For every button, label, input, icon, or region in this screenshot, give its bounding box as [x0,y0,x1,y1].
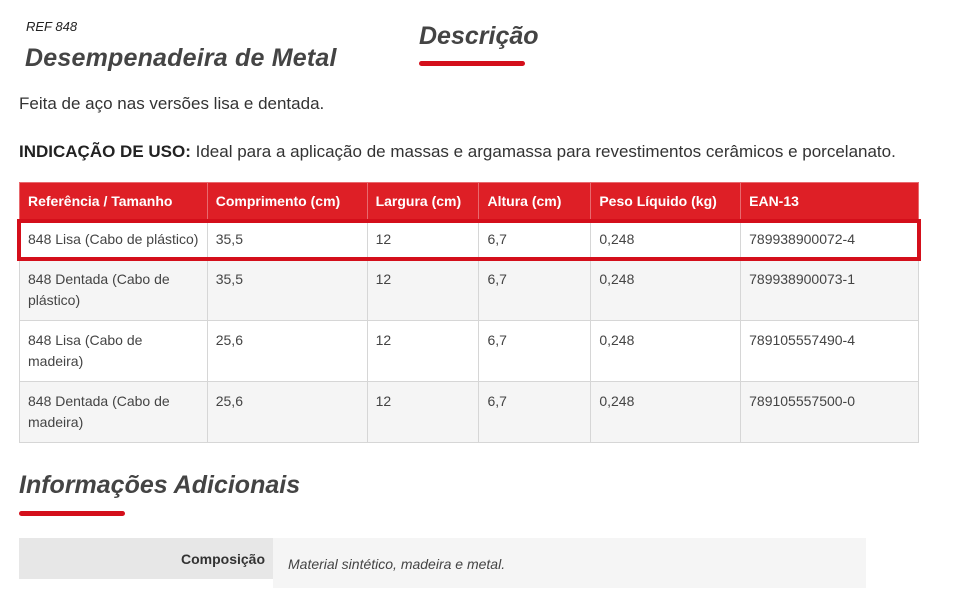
column-header: Largura (cm) [367,183,479,220]
table-cell: 6,7 [479,382,591,443]
table-cell: 12 [367,321,479,382]
usage-label: INDICAÇÃO DE USO: [19,142,191,161]
column-header: Comprimento (cm) [207,183,367,220]
table-cell: 12 [367,260,479,321]
table-row [20,382,919,443]
additional-info-underline [19,511,125,516]
table-cell: 12 [367,220,479,260]
table-cell: 35,5 [207,260,367,321]
table-cell: 848 Dentada (Cabo de plástico) [20,260,208,321]
table-cell: 25,6 [207,321,367,382]
table-cell: 789938900073-1 [741,260,919,321]
table-header-row [20,183,919,220]
table-cell: 0,248 [591,382,741,443]
usage-indication [19,142,896,162]
usage-text: Ideal para a aplicação de massas e argamassa para revestimentos cerâmicos e porcelanato. [190,142,896,161]
table-cell: 848 Lisa (Cabo de madeira) [20,321,208,382]
tab-description[interactable]: Descrição [419,22,539,50]
table-cell: 789938900072-4 [741,220,919,260]
table-cell: 0,248 [591,260,741,321]
table-cell: 0,248 [591,220,741,260]
table-cell: 789105557490-4 [741,321,919,382]
specs-table [19,182,919,443]
table-cell: 0,248 [591,321,741,382]
additional-info-title: Informações Adicionais [19,471,301,499]
table-cell: 6,7 [479,220,591,260]
product-ref: REF 848 [26,19,78,34]
column-header: Peso Líquido (kg) [591,183,741,220]
column-header: Altura (cm) [479,183,591,220]
table-cell: 789105557500-0 [741,382,919,443]
description-intro: Feita de aço nas versões lisa e dentada. [19,94,325,113]
table-cell: 6,7 [479,321,591,382]
column-header: EAN-13 [741,183,919,220]
product-title: Desempenadeira de Metal [25,44,337,72]
table-row [20,260,919,321]
table-cell: 848 Dentada (Cabo de madeira) [20,382,208,443]
column-header: Referência / Tamanho [20,183,208,220]
attribute-value-composicao: Material sintético, madeira e metal. [273,538,866,588]
table-row [20,321,919,382]
tab-description-underline [419,61,525,66]
table-cell: 848 Lisa (Cabo de plástico) [20,220,208,260]
table-cell: 12 [367,382,479,443]
table-cell: 25,6 [207,382,367,443]
table-row [20,220,919,260]
table-cell: 6,7 [479,260,591,321]
table-cell: 35,5 [207,220,367,260]
attribute-label-composicao: Composição [19,538,273,579]
